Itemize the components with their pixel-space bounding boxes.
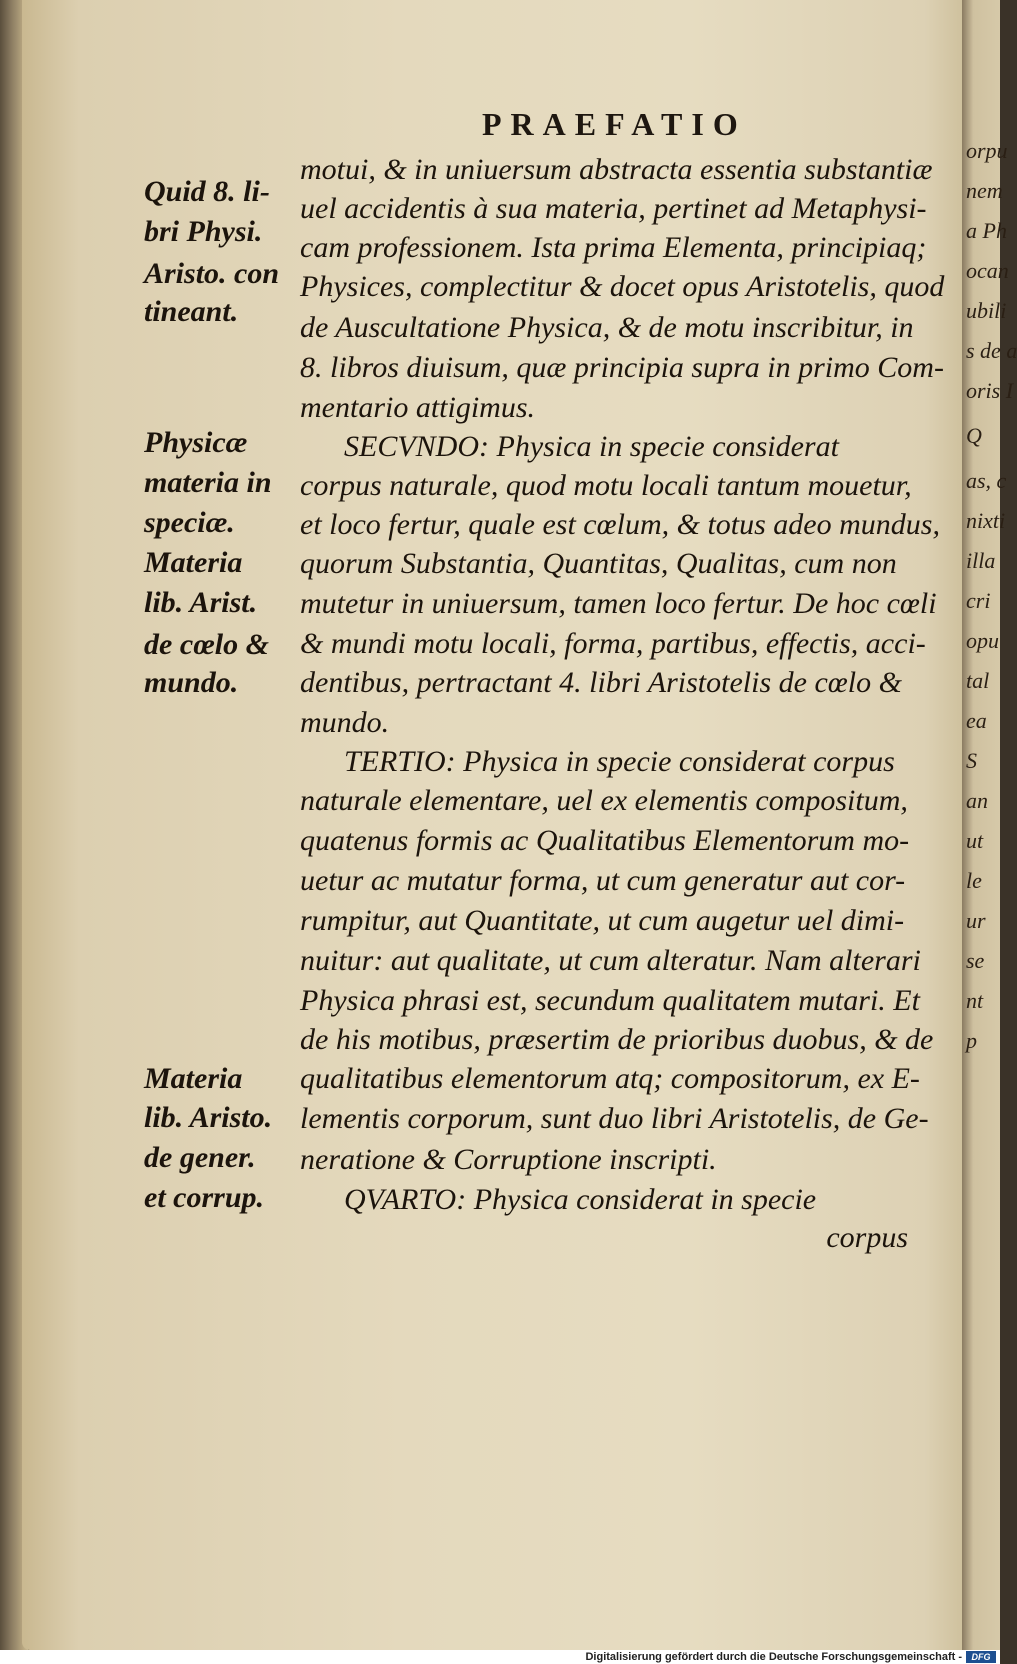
margin-note: Physicæ [144,426,248,459]
adjacent-fragment: ur [966,908,986,933]
text-line: mutetur in uniuersum, tamen loco fertur. De hoc cœli [300,587,937,620]
adjacent-fragment: ubili [966,298,1007,323]
adjacent-fragment: nem [966,178,1003,203]
adjacent-fragment: nt [966,988,984,1013]
margin-note: Aristo. con [144,257,280,290]
margin-note: Materia [144,1062,243,1095]
margin-note: Materia [144,546,243,579]
text-line: 8. libros diuisum, quæ principia supra in primo Com- [300,351,944,384]
text-line: mundo. [300,706,390,739]
text-line: Physices, complectitur & docet opus Aristotelis, quod [300,270,945,303]
book-page [22,0,972,1650]
text-line: Physica phrasi est, secundum qualitatem mutari. Et [300,984,920,1017]
text-line: mentario attigimus. [300,391,536,424]
adjacent-fragment: Q [966,423,982,448]
text-line: quorum Substantia, Quantitas, Qualitas, cum non [300,547,897,580]
text-line: SECVNDO: Physica in specie considerat [344,430,839,463]
text-line: QVARTO: Physica considerat in specie [344,1183,817,1216]
text-line: lementis corporum, sunt duo libri Aristotelis, de Ge- [300,1102,929,1135]
text-line: et loco fertur, quale est cœlum, & totus adeo mundus, [300,508,940,541]
text-line: qualitatibus elementorum atq; compositorum, ex E- [300,1062,920,1095]
adjacent-fragment: p [966,1028,977,1053]
margin-note: Quid 8. li- [144,175,270,208]
adjacent-fragment: an [966,788,988,813]
text-line: corpus naturale, quod motu locali tantum mouetur, [300,469,912,502]
text-line: TERTIO: Physica in specie considerat corpus [344,745,895,778]
adjacent-fragment: ea [966,708,987,733]
adjacent-fragment: le [966,868,982,893]
margin-note: lib. Arist. [144,586,258,619]
dfg-logo: DFG [966,1651,996,1663]
text-line: uetur ac mutatur forma, ut cum generatur aut cor- [300,864,906,897]
text-line: rumpitur, aut Quantitate, ut cum augetur uel dimi- [300,904,905,937]
text-line: nuitur: aut qualitate, ut cum alteratur. Nam alterari [300,944,921,977]
adjacent-fragment: opu [966,628,999,653]
margin-note: bri Physi. [144,215,263,248]
margin-note: materia in [144,466,272,499]
adjacent-fragment: a Ph [966,218,1007,243]
adjacent-page-edge [962,0,1017,1650]
footer-credit: Digitalisierung gefördert durch die Deutsche Forschungsgemeinschaft - [585,1651,962,1663]
text-line: uel accidentis à sua materia, pertinet ad Metaphysi- [300,192,927,225]
margin-note: de cœlo & [144,628,269,661]
adjacent-fragment: S [966,748,977,773]
text-line: motui, & in uniuersum abstracta essentia substantiæ [300,153,933,186]
text-line: quatenus formis ac Qualitatibus Elementorum mo- [300,824,910,857]
text-line: & mundi motu locali, forma, partibus, effectis, acci- [300,627,926,660]
adjacent-fragment: ocan [966,258,1009,283]
margin-note: speciæ. [144,506,235,539]
adjacent-fragment: ut [966,828,984,853]
text-line: de his motibus, præsertim de prioribus duobus, & de [300,1023,934,1056]
adjacent-fragment: se [966,948,985,973]
margin-note: mundo. [144,666,239,699]
text-line: neratione & Corruptione inscripti. [300,1143,717,1176]
adjacent-fragment: illa [966,548,996,573]
adjacent-fragment: oris I [966,378,1014,403]
page-header: PRAEFATIO [482,106,747,142]
margin-note: de gener. [144,1141,256,1174]
adjacent-fragment: s de a [966,338,1017,363]
digitization-footer [0,1650,1000,1664]
margin-note: lib. Aristo. [144,1101,273,1134]
text-line: de Auscultatione Physica, & de motu inscribitur, in [300,311,914,344]
margin-note: tineant. [144,295,239,328]
margin-note: et corrup. [144,1181,264,1214]
text-line: naturale elementare, uel ex elementis compositum, [300,784,908,817]
adjacent-fragment: cri [966,588,991,613]
adjacent-fragment: as, c [966,468,1007,493]
adjacent-fragment: tal [966,668,990,693]
adjacent-fragment: orpu [966,138,1008,163]
text-line: dentibus, pertractant 4. libri Aristotelis de cœlo & [300,666,902,699]
adjacent-fragment: nixti [966,508,1006,533]
text-line: cam professionem. Ista prima Elementa, principiaq; [300,231,927,264]
catchword: corpus [826,1221,908,1254]
